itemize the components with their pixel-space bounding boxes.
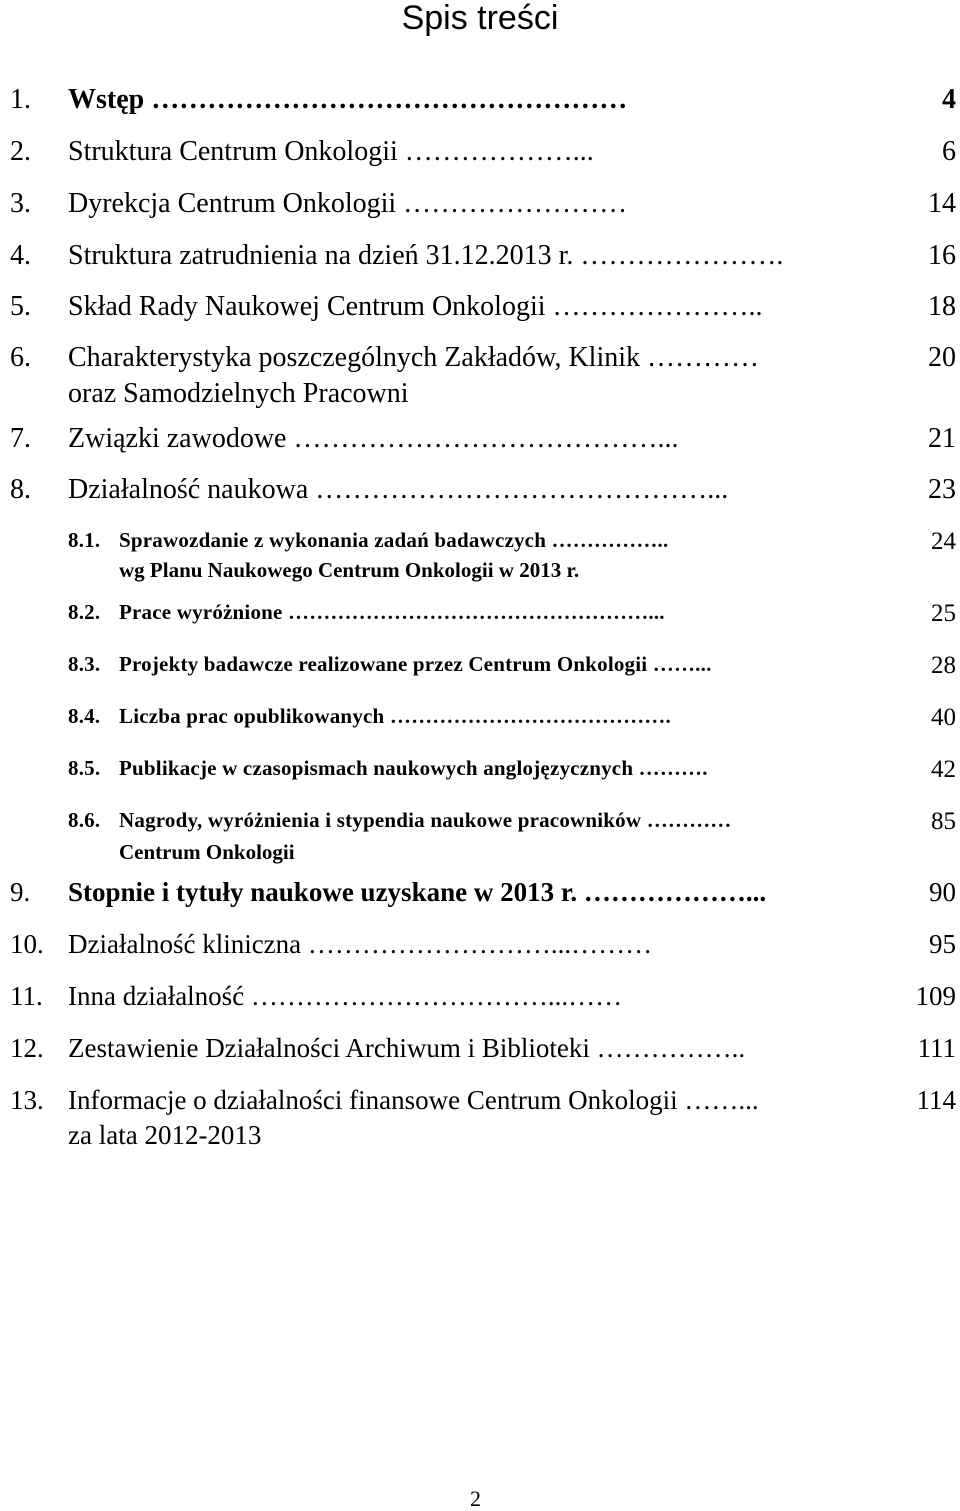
toc-entry-number: 4. <box>10 240 31 271</box>
toc-entry-page: 4 <box>942 84 956 115</box>
toc-entry-number: 10. <box>10 929 44 959</box>
toc-entry-title: Struktura Centrum Onkologii ………………... <box>68 136 594 167</box>
toc-entry-title: Działalność kliniczna ………………………...……… <box>68 929 653 959</box>
toc-entry-number: 5. <box>10 291 31 322</box>
toc-entry-number: 8.4. <box>68 704 101 728</box>
toc-entry-title: Stopnie i tytuły naukowe uzyskane w 2013 r. ………………... <box>68 877 767 907</box>
toc-entry-page: 111 <box>917 1033 956 1063</box>
toc-entry-page: 14 <box>928 188 956 219</box>
toc-entry-number: 12. <box>10 1033 44 1063</box>
toc-entry-number: 11. <box>10 981 43 1011</box>
toc-entry-number: 13. <box>10 1085 44 1115</box>
toc-entry-page: 25 <box>931 600 956 627</box>
toc-entry-number: 8.1. <box>68 528 101 552</box>
toc-entry-title: Informacje o działalności finansowe Centrum Onkologii ……... <box>68 1085 759 1115</box>
toc-entry-number: 8.5. <box>68 756 101 780</box>
toc-entry-number: 7. <box>10 423 31 454</box>
toc-entry-number: 6. <box>10 342 31 373</box>
toc-entry-title: Prace wyróżnione ……………………………………………... <box>119 600 665 624</box>
toc-entry-page: 18 <box>928 291 956 322</box>
toc-entry-title: Związki zawodowe …………………………………... <box>68 423 679 454</box>
toc-entry-number: 8. <box>10 474 31 505</box>
toc-entry-page: 40 <box>931 704 956 731</box>
toc-entry-page: 23 <box>928 474 956 505</box>
toc-entry-page: 24 <box>931 528 956 555</box>
toc-entry-title: Zestawienie Działalności Archiwum i Biblioteki …………….. <box>68 1033 746 1063</box>
toc-entry-title: Inna działalność ……………………………...…… <box>68 981 623 1011</box>
toc-entry-title: Skład Rady Naukowej Centrum Onkologii ………………….. <box>68 291 763 322</box>
page-title: Spis treści <box>401 0 559 37</box>
toc-entry-title: Wstęp …………………………………………… <box>68 84 628 115</box>
toc-entry-title: Publikacje w czasopismach naukowych anglojęzycznych ………. <box>119 756 708 780</box>
toc-entry-page: 21 <box>928 423 956 454</box>
page-number: 2 <box>470 1486 481 1511</box>
toc-entry-number: 8.2. <box>68 600 101 624</box>
toc-entry-number: 8.3. <box>68 652 101 676</box>
toc-entry-title-continued: Centrum Onkologii <box>119 840 295 864</box>
toc-entry-page: 20 <box>928 342 956 373</box>
toc-entry-page: 95 <box>929 929 956 959</box>
toc-entry-title: Liczba prac opublikowanych …………………………………. <box>119 704 671 728</box>
toc-entry-number: 2. <box>10 136 31 167</box>
toc-entry-number: 8.6. <box>68 808 101 832</box>
toc-entry-title-continued: oraz Samodzielnych Pracowni <box>68 378 409 409</box>
toc-entry-page: 28 <box>931 652 956 679</box>
toc-entry-title: Działalność naukowa ……………………………………... <box>68 474 729 505</box>
toc-entry-page: 90 <box>929 877 956 907</box>
toc-entry-page: 85 <box>931 808 956 835</box>
toc-entry-title: Charakterystyka poszczególnych Zakładów, Klinik ………… <box>68 342 760 373</box>
toc-entry-title: Sprawozdanie z wykonania zadań badawczych …………….. <box>119 528 669 552</box>
toc-entry-page: 6 <box>942 136 956 167</box>
toc-entry-title: Nagrody, wyróżnienia i stypendia naukowe pracowników ………… <box>119 808 732 832</box>
toc-entry-title: Dyrekcja Centrum Onkologii …………………… <box>68 188 628 219</box>
toc-entry-number: 1. <box>10 84 31 115</box>
toc-entry-page: 42 <box>931 756 956 783</box>
toc-entry-page: 16 <box>928 240 956 271</box>
toc-entry-number: 3. <box>10 188 31 219</box>
toc-entry-title: Projekty badawcze realizowane przez Centrum Onkologii ……... <box>119 652 712 676</box>
toc-entry-number: 9. <box>10 877 31 907</box>
toc-entry-title: Struktura zatrudnienia na dzień 31.12.2013 r. …………………. <box>68 240 784 271</box>
toc-entry-page: 109 <box>915 981 956 1011</box>
toc-entry-title-continued: za lata 2012-2013 <box>68 1120 262 1150</box>
toc-entry-page: 114 <box>916 1085 956 1115</box>
toc-entry-title-continued: wg Planu Naukowego Centrum Onkologii w 2013 r. <box>119 558 580 582</box>
